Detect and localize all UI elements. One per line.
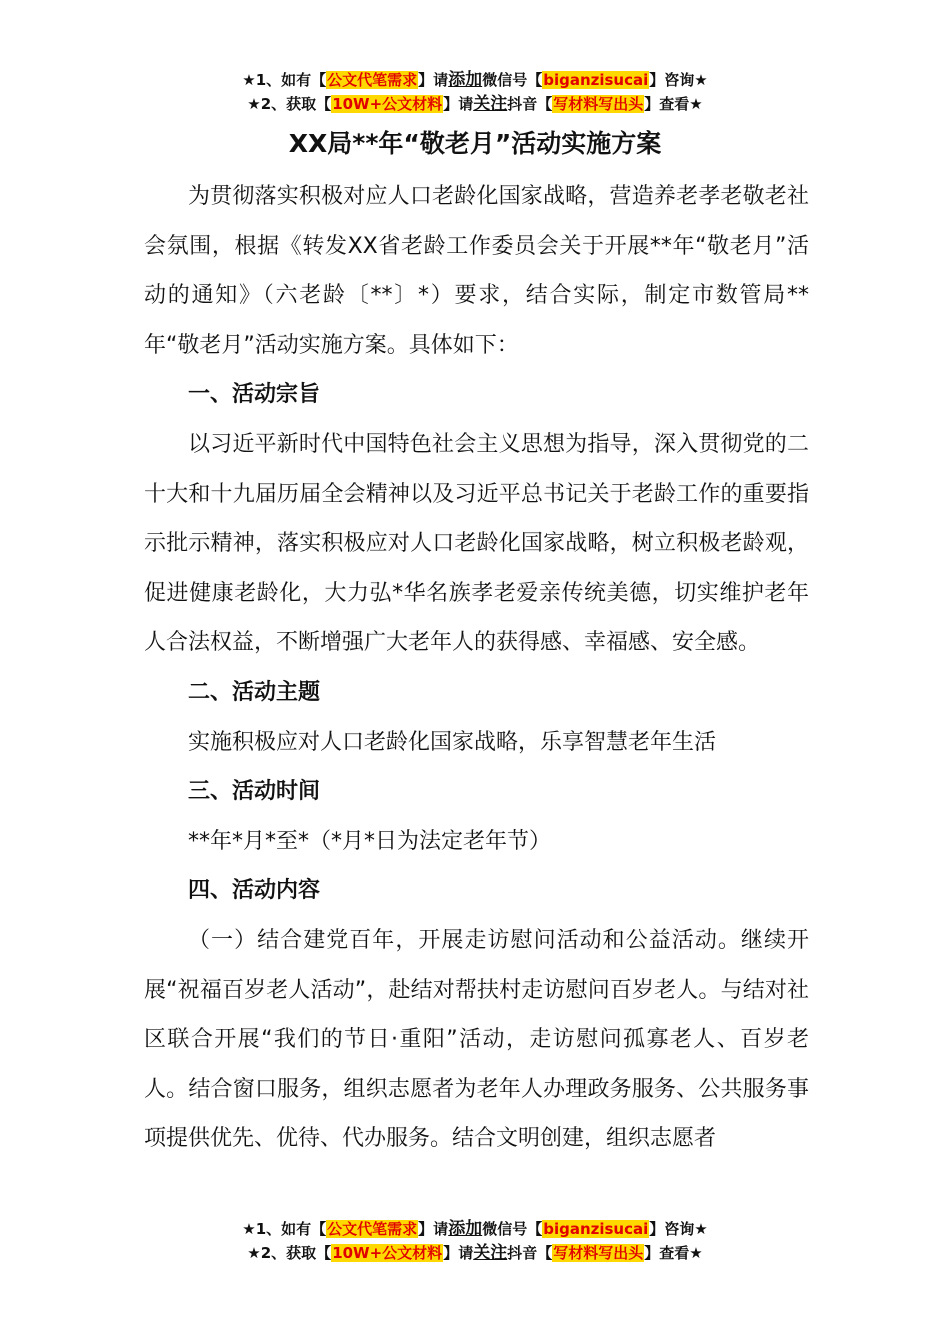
promo-highlight: 公文代笔需求 bbox=[327, 1220, 418, 1238]
promo-text: 抖音【 bbox=[507, 1244, 553, 1262]
section-4-paragraph: （一）结合建党百年，开展走访慰问活动和公益活动。继续开展“祝福百岁老人活动”，赴结对帮扶村走访慰问百岁老人。与结对社区联合开展“我们的节日·重阳”活动，走访慰问孤寡老人、百岁老人。结合窗口服务，组织志愿者为老年人办理政务服务、公共服务事项提供优先、优待、代办服务。结合文明创建，组织志愿者 bbox=[144, 927, 809, 1152]
promo-banner-bottom bbox=[0, 1217, 950, 1265]
promo-text: 抖音【 bbox=[507, 95, 553, 113]
promo-text: ★2、获取【 bbox=[247, 95, 332, 113]
promo-text: 】请 bbox=[443, 95, 474, 113]
promo-text: 微信号【 bbox=[482, 1220, 543, 1238]
promo-line-2 bbox=[0, 1241, 950, 1265]
section-3-heading: 三、活动时间 bbox=[188, 779, 321, 805]
promo-text: ★2、获取【 bbox=[247, 1244, 332, 1262]
promo-text: 】咨询★ bbox=[649, 1220, 708, 1238]
promo-underline: 添加 bbox=[448, 1219, 483, 1239]
promo-underline: 关注 bbox=[473, 1243, 508, 1263]
promo-text: 微信号【 bbox=[482, 71, 543, 89]
promo-text: ★1、如有【 bbox=[242, 71, 327, 89]
section-3-paragraph: **年*月*至*（*月*日为法定老年节） bbox=[188, 828, 552, 854]
promo-line-1 bbox=[0, 1217, 950, 1241]
section-2-heading: 二、活动主题 bbox=[188, 679, 321, 705]
section-1-paragraph: 以习近平新时代中国特色社会主义思想为指导，深入贯彻党的二十大和十九届历届全会精神以及习近平总书记关于老龄工作的重要指示批示精神，落实积极应对人口老龄化国家战略，树立积极老龄观，促进健康老龄化，大力弘*华名族孝老爱亲传统美德，切实维护老年人合法权益，不断增强广大老年人的获得感、幸福感、安全感。 bbox=[144, 431, 809, 656]
promo-underline: 关注 bbox=[473, 94, 508, 114]
promo-highlight: 写材料写出头 bbox=[553, 95, 644, 113]
promo-text: 】请 bbox=[418, 71, 449, 89]
promo-text: ★1、如有【 bbox=[242, 1220, 327, 1238]
promo-banner-top bbox=[0, 68, 950, 116]
intro-paragraph: 为贯彻落实积极对应人口老龄化国家战略，营造养老孝老敬老社会氛围，根据《转发XX省老龄工作委员会关于开展**年“敬老月”活动的通知》（六老龄〔**〕*）要求，结合实际，制定市数管局**年“敬老月”活动实施方案。具体如下： bbox=[144, 184, 809, 358]
promo-highlight: 10W+公文材料 bbox=[332, 95, 443, 113]
section-4-heading: 四、活动内容 bbox=[188, 878, 321, 904]
promo-highlight: 10W+公文材料 bbox=[332, 1244, 443, 1262]
section-1-heading: 一、活动宗旨 bbox=[188, 382, 321, 408]
promo-text: 】请 bbox=[443, 1244, 474, 1262]
promo-highlight: biganzisucai bbox=[543, 71, 649, 89]
promo-line-2 bbox=[0, 92, 950, 116]
section-2-paragraph: 实施积极应对人口老龄化国家战略，乐享智慧老年生活 bbox=[188, 729, 717, 755]
promo-highlight: biganzisucai bbox=[543, 1220, 649, 1238]
promo-line-1 bbox=[0, 68, 950, 92]
promo-highlight: 公文代笔需求 bbox=[327, 71, 418, 89]
document-title: XX局**年“敬老月”活动实施方案 bbox=[288, 129, 662, 158]
promo-underline: 添加 bbox=[448, 70, 483, 90]
promo-highlight: 写材料写出头 bbox=[553, 1244, 644, 1262]
promo-text: 】查看★ bbox=[644, 95, 703, 113]
promo-text: 】咨询★ bbox=[649, 71, 708, 89]
promo-text: 】请 bbox=[418, 1220, 449, 1238]
document-body bbox=[144, 172, 809, 1164]
promo-text: 】查看★ bbox=[644, 1244, 703, 1262]
